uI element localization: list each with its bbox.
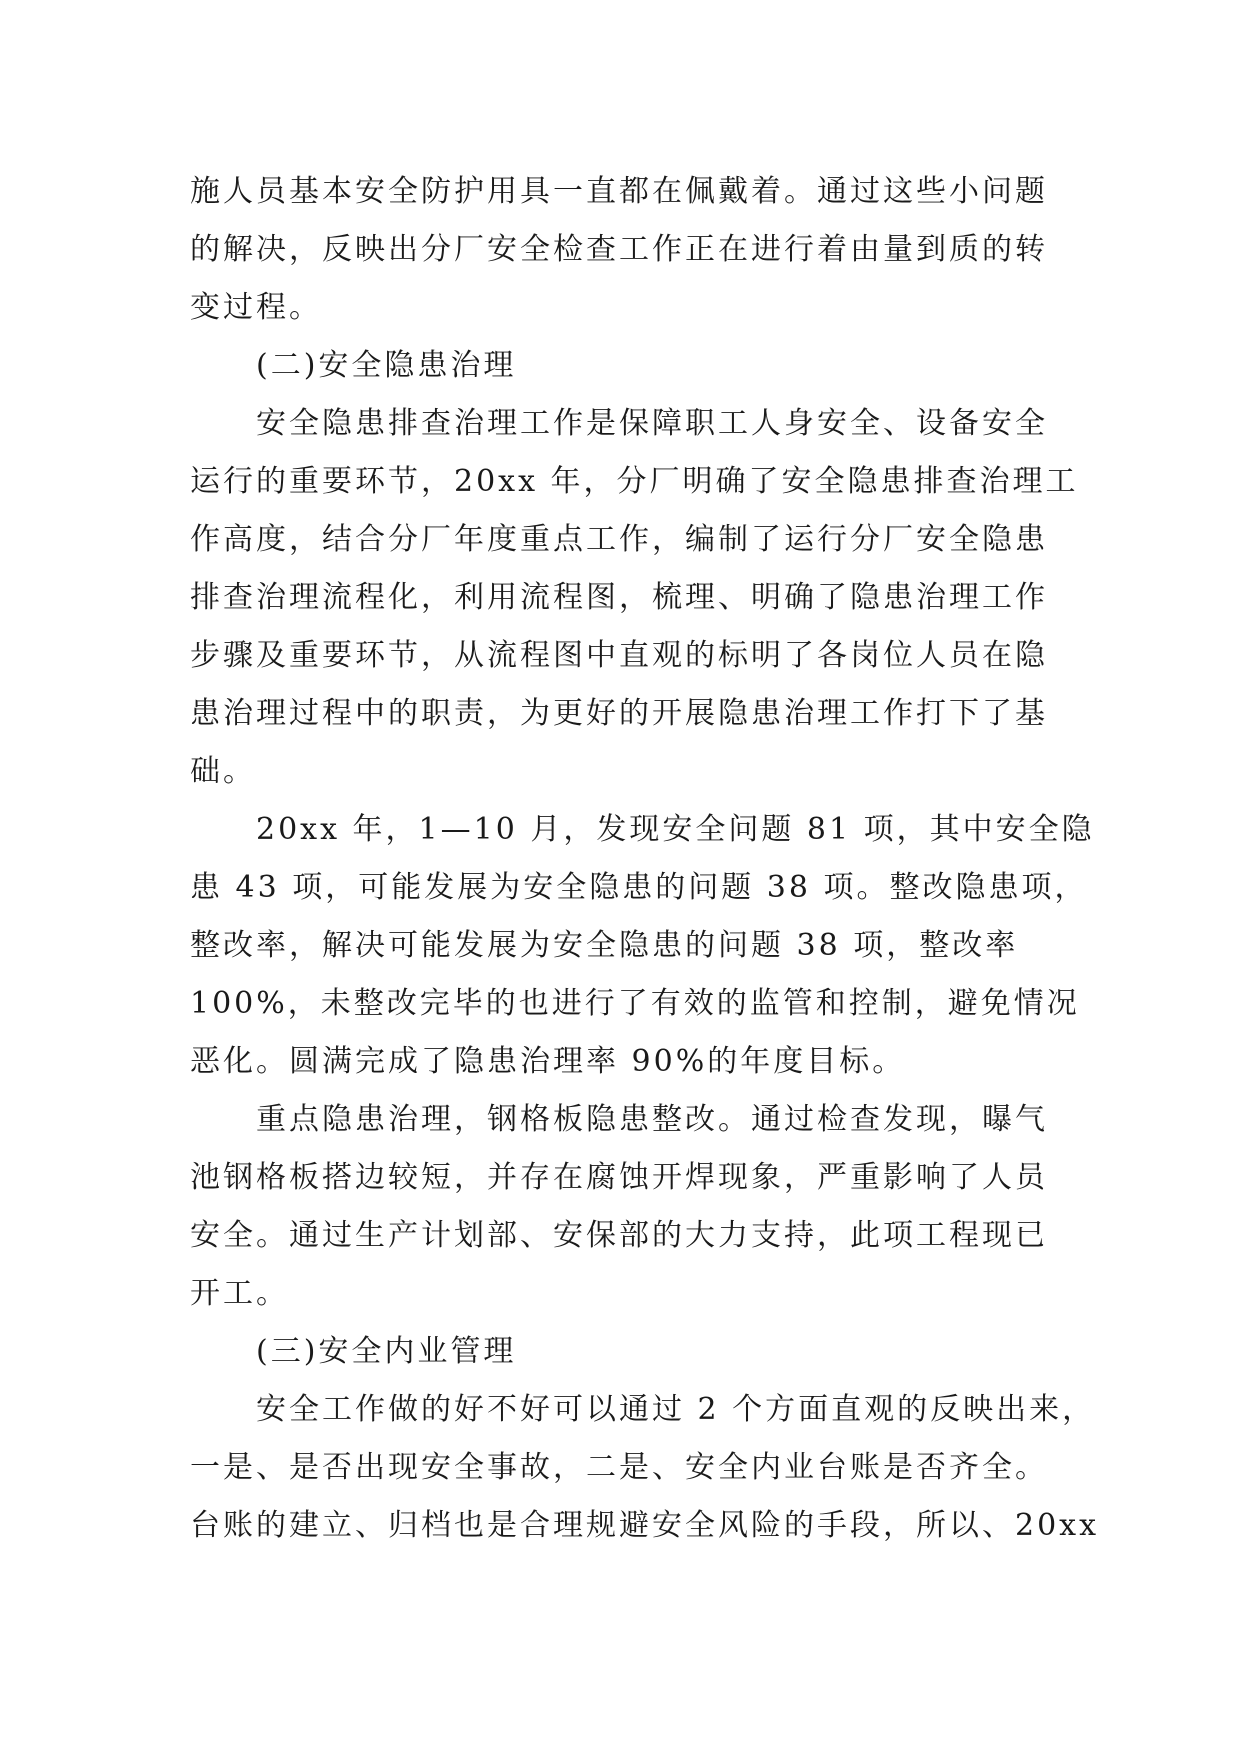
text-line: 排查治理流程化，利用流程图，梳理、明确了隐患治理工作: [190, 580, 1048, 615]
section-heading: (三)安全内业管理: [256, 1334, 517, 1369]
text-line: 运行的重要环节，20xx 年，分厂明确了安全隐患排查治理工: [190, 464, 1079, 499]
text-line: 池钢格板搭边较短，并存在腐蚀开焊现象，严重影响了人员: [190, 1160, 1048, 1195]
text-line: 础。: [190, 754, 256, 789]
text-line: 变过程。: [190, 290, 322, 325]
text-line: 20xx 年，1—10 月，发现安全问题 81 项，其中安全隐: [256, 812, 1095, 847]
section-heading: (二)安全隐患治理: [256, 348, 517, 383]
text-line: 步骤及重要环节，从流程图中直观的标明了各岗位人员在隐: [190, 638, 1048, 673]
text-line: 一是、是否出现安全事故，二是、安全内业台账是否齐全。: [190, 1450, 1048, 1485]
text-line: 作高度，结合分厂年度重点工作，编制了运行分厂安全隐患: [190, 522, 1048, 557]
text-line: 整改率，解决可能发展为安全隐患的问题 38 项，整改率: [190, 928, 1019, 963]
text-line: 重点隐患治理，钢格板隐患整改。通过检查发现，曝气: [256, 1102, 1048, 1137]
document-body: [190, 163, 1100, 1555]
text-line: 施人员基本安全防护用具一直都在佩戴着。通过这些小问题: [190, 174, 1048, 209]
text-line: 100%，未整改完毕的也进行了有效的监管和控制，避免情况: [190, 986, 1080, 1021]
text-line: 安全。通过生产计划部、安保部的大力支持，此项工程现已: [190, 1218, 1048, 1253]
text-line: 台账的建立、归档也是合理规避安全风险的手段，所以、20xx: [190, 1508, 1100, 1543]
text-line: 开工。: [190, 1276, 289, 1311]
text-line: 安全隐患排查治理工作是保障职工人身安全、设备安全: [256, 406, 1048, 441]
text-line: 的解决，反映出分厂安全检查工作正在进行着由量到质的转: [190, 232, 1048, 267]
text-line: 患治理过程中的职责，为更好的开展隐患治理工作打下了基: [190, 696, 1048, 731]
text-line: 安全工作做的好不好可以通过 2 个方面直观的反映出来，: [256, 1392, 1096, 1427]
text-line: 恶化。圆满完成了隐患治理率 90%的年度目标。: [190, 1044, 906, 1079]
text-line: 患 43 项，可能发展为安全隐患的问题 38 项。整改隐患项，: [190, 870, 1088, 905]
